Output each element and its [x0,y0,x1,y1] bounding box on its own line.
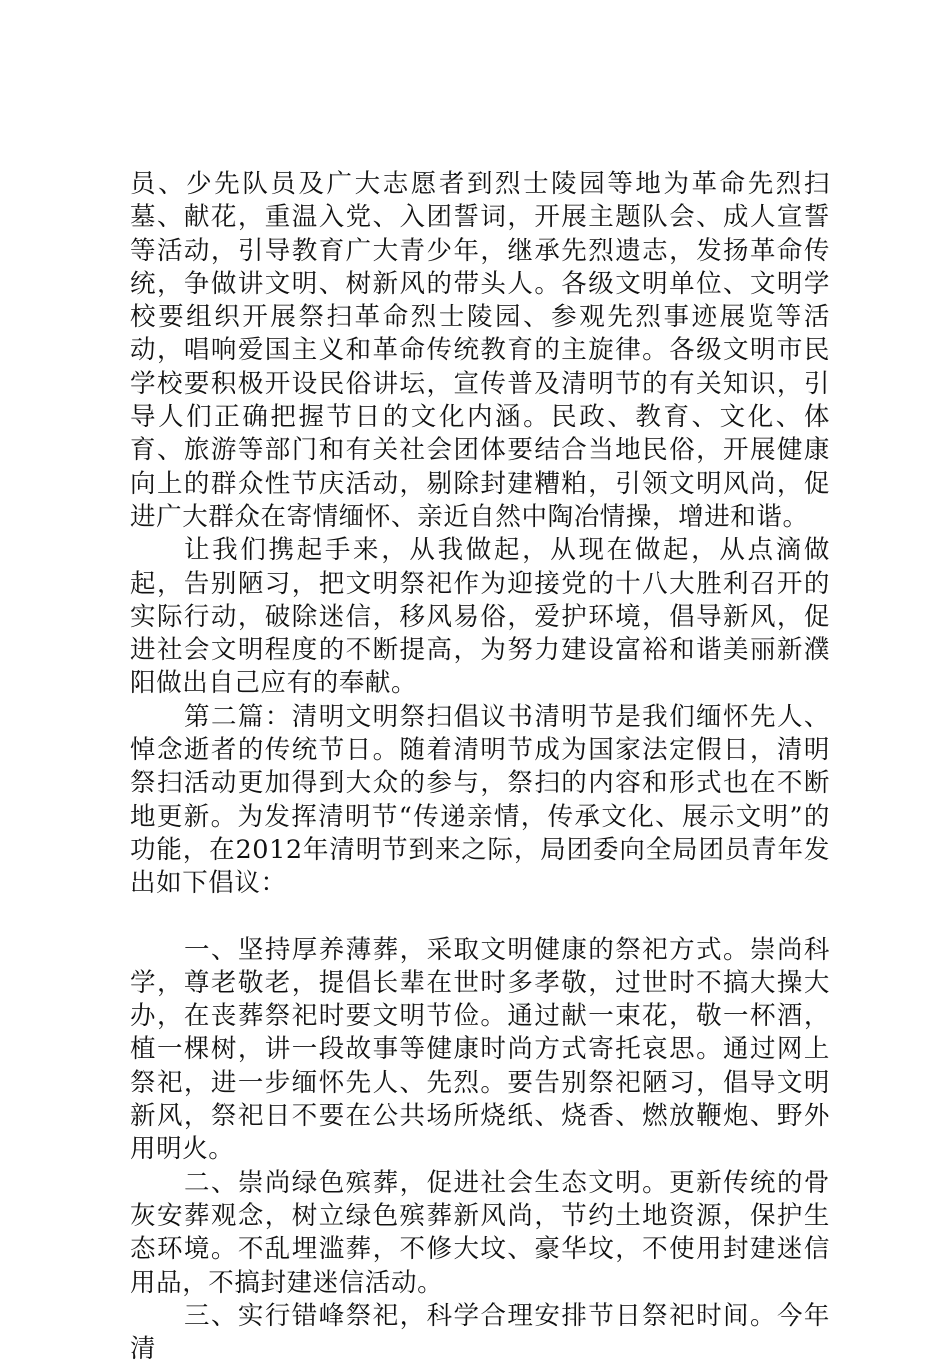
paragraph-continuation: 员、少先队员及广大志愿者到烈士陵园等地为革命先烈扫墓、献花，重温入党、入团誓词，开展主题队会、成人宣誓等活动，引导教育广大青少年，继承先烈遗志，发扬革命传统，争做讲文明、树新风的带头人。各级文明单位、文明学校要组织开展祭扫革命烈士陵园、参观先烈事迹展览等活动，唱响爱国主义和革命传统教育的主旋律。各级文明市民学校要积极开设民俗讲坛，宣传普及清明节的有关知识，引导人们正确把握节日的文化内涵。民政、教育、文化、体育、旅游等部门和有关社会团体要结合当地民俗，开展健康向上的群众性节庆活动，剔除封建糟粕，引领文明风尚，促进广大群众在寄情缅怀、亲近自然中陶冶情操，增进和谐。 [130,169,830,532]
document-body [130,168,830,1366]
paragraph-second-article-intro: 第二篇：清明文明祭扫倡议书清明节是我们缅怀先人、悼念逝者的传统节日。随着清明节成为国家法定假日，清明祭扫活动更加得到大众的参与，祭扫的内容和形式也在不断地更新。为发挥清明节“传递亲情，传承文化、展示文明”的功能，在2012年清明节到来之际，局团委向全局团员青年发出如下倡议： [130,701,830,899]
paragraph-proposal-one: 一、坚持厚养薄葬，采取文明健康的祭祀方式。崇尚科学，尊老敬老，提倡长辈在世时多孝敬，过世时不搞大操大办，在丧葬祭祀时要文明节俭。通过献一束花，敬一杯酒，植一棵树，讲一段故事等健康时尚方式寄托哀思。通过网上祭祀，进一步缅怀先人、先烈。要告别祭祀陋习，倡导文明新风，祭祀日不要在公共场所烧纸、烧香、燃放鞭炮、野外用明火。 [130,934,830,1165]
paragraph-call-to-action: 让我们携起手来，从我做起，从现在做起，从点滴做起，告别陋习，把文明祭祀作为迎接党的十八大胜利召开的实际行动，破除迷信，移风易俗，爱护环境，倡导新风，促进社会文明程度的不断提高，为努力建设富裕和谐美丽新濮阳做出自己应有的奉献。 [130,535,830,699]
paragraph-proposal-three: 三、实行错峰祭祀，科学合理安排节日祭祀时间。今年清 [130,1300,830,1365]
paragraph-spacer [130,901,830,934]
paragraph-proposal-two: 二、崇尚绿色殡葬，促进社会生态文明。更新传统的骨灰安葬观念，树立绿色殡葬新风尚，节约土地资源，保护生态环境。不乱埋滥葬，不修大坟、豪华坟，不使用封建迷信用品，不搞封建迷信活动。 [130,1167,830,1298]
